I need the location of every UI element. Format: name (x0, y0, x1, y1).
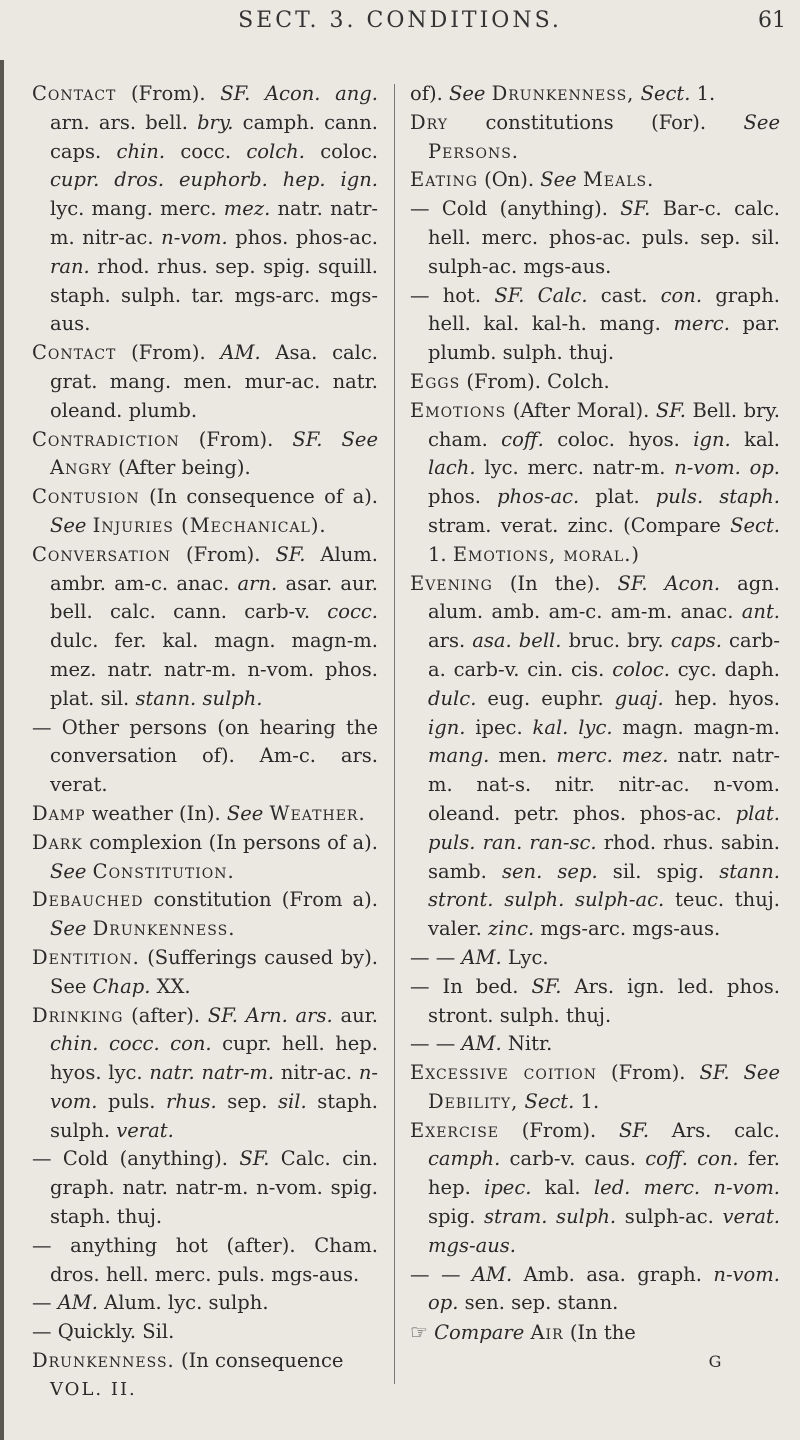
entry-text: — In bed. (410, 974, 532, 998)
italic-text: Sect. (640, 82, 691, 105)
index-entry (32, 800, 378, 829)
entry-text: (In the (563, 1321, 636, 1345)
entry-text: Lyc. (501, 945, 549, 969)
entry-text: asar. aur. bell. calc. cann. carb-v. (50, 571, 378, 624)
entry-text: ipec. (465, 715, 533, 739)
index-entry (410, 1117, 780, 1261)
entry-text: bruc. bry. (561, 629, 671, 653)
italic-text: merc. mez. (556, 744, 669, 768)
italic-text: ipec. (484, 1176, 532, 1200)
entry-heading: Constitution. (92, 859, 235, 883)
left-column (32, 80, 378, 1405)
entry-text: teuc. thuj. valer. (428, 888, 780, 941)
italic-text: n-vom. op. (428, 1262, 780, 1315)
signature-mark: G (708, 1352, 722, 1372)
column-rule (394, 84, 395, 1384)
italic-text: puls. staph. (655, 485, 780, 509)
italic-text: coff. (501, 427, 544, 451)
entry-text: (From). (171, 542, 276, 566)
entry-text: 1. (690, 82, 716, 105)
italic-text: cupr. dros. euphorb. hep. ign. (50, 168, 378, 192)
entry-text: kal. (531, 1176, 594, 1200)
entry-text: kal. (730, 427, 781, 451)
entry-text: (In the). (492, 571, 618, 595)
entry-heading: Dark (32, 830, 83, 854)
italic-text: asa. bell. (472, 629, 562, 653)
pointing-hand-icon: ☞ (410, 1320, 428, 1345)
italic-text: SF. (531, 974, 562, 998)
italic-text: sil. (278, 1089, 307, 1113)
entry-heading: Meals. (582, 168, 655, 192)
entry-heading: Emotions (410, 398, 507, 422)
entry-text: — Cold (anything). (410, 197, 621, 221)
entry-heading: Weather. (269, 801, 366, 825)
italic-text: Sect. (730, 513, 780, 537)
entry-text: rhod. rhus. sep. spig. squill. staph. sulph. tar. mgs-arc. mgs-aus. (50, 254, 378, 336)
italic-text: See (50, 513, 87, 537)
italic-text: SF. See (699, 1061, 780, 1085)
italic-text: mang. (428, 744, 490, 768)
entry-text: par. plumb. sulph. thuj. (428, 312, 781, 365)
entry-text: cocc. (165, 139, 247, 163)
index-entry (410, 109, 780, 167)
entry-text: Ars. ign. led. phos. stront. sulph. thuj. (428, 974, 781, 1027)
entry-text: Calc. cin. graph. natr. natr-m. n-vom. spig. staph. thuj. (50, 1147, 379, 1229)
entry-text: eug. euphr. (476, 686, 615, 710)
italic-text: AM. (57, 1291, 98, 1315)
entry-text: camph. cann. caps. (50, 110, 378, 163)
italic-text: verat. (116, 1118, 174, 1142)
entry-text: (On). (477, 168, 541, 192)
index-entry (32, 541, 378, 714)
entry-heading: Emotions, moral. (452, 542, 632, 566)
entry-text: Bell. bry. cham. (428, 398, 780, 451)
italic-text: led. merc. n-vom. (593, 1176, 781, 1200)
entry-text: rhod. rhus. sabin. samb. (428, 830, 780, 883)
entry-heading: Evening (410, 571, 493, 595)
entry-text: Alum. lyc. sulph. (97, 1291, 269, 1315)
italic-text: See (50, 917, 87, 941)
entry-text: Amb. asa. graph. (512, 1262, 714, 1286)
entry-text: — Cold (anything). (32, 1147, 240, 1171)
italic-text: chin. cocc. con. (50, 1032, 212, 1056)
index-entry (32, 1318, 378, 1347)
running-head: SECT. 3. CONDITIONS. (238, 8, 562, 33)
entry-text: — (32, 1291, 58, 1315)
italic-text: n-vom. (161, 225, 228, 249)
entry-text: carb-a. carb-v. cin. cis. (428, 629, 780, 681)
italic-text: mez. (223, 197, 271, 221)
entry-text: men. (489, 744, 557, 768)
entry-text: spig. (428, 1205, 484, 1229)
entry-text: 1. (428, 542, 453, 566)
italic-text: AM. (471, 1262, 513, 1286)
right-column (410, 80, 780, 1377)
entry-text: (From). (116, 82, 221, 105)
entry-text: (After being). (111, 456, 251, 480)
entry-text: constitutions (For). (448, 110, 744, 134)
entry-heading: Contradiction (32, 427, 180, 451)
entry-text: (From). Colch. (460, 369, 610, 393)
italic-text: ign. (693, 427, 731, 451)
entry-text: carb-v. caus. (500, 1147, 646, 1171)
italic-text: See (540, 168, 577, 192)
entry-heading: Contact (32, 82, 117, 105)
page-number: 61 (758, 8, 786, 33)
entry-text: coloc. hyos. (543, 427, 694, 451)
italic-text: SF. (275, 542, 306, 566)
index-entry (410, 1261, 780, 1319)
entry-text: hep. hyos. (663, 686, 780, 710)
italic-text: guaj. (614, 686, 664, 710)
italic-text: See (50, 859, 87, 883)
italic-text: Compare (434, 1321, 525, 1345)
italic-text: zinc. (488, 917, 535, 941)
entry-text: ) (631, 542, 640, 566)
index-entry (32, 1232, 378, 1290)
entry-text: graph. hell. kal. kal-h. mang. (428, 283, 780, 336)
index-entry (32, 1002, 378, 1146)
index-entry (32, 426, 378, 484)
index-entry (32, 886, 378, 944)
entry-text: (after). (123, 1003, 208, 1027)
entry-heading: Conversation (32, 542, 172, 566)
entry-heading: Drunkenness. (92, 917, 236, 941)
entry-text: Asa. calc. grat. mang. men. mur-ac. natr. oleand. plumb. (50, 341, 378, 422)
entry-text: weather (In). (85, 801, 227, 825)
entry-text: sulph-ac. (616, 1205, 723, 1229)
italic-text: SF. Acon. (617, 571, 721, 595)
italic-text: kal. lyc. (532, 715, 613, 739)
entry-text: natr. natr-m. nitr-ac. (50, 197, 379, 249)
italic-text: phos-ac. (497, 485, 580, 509)
italic-text: ant. (741, 600, 780, 624)
italic-text: SF. Acon. ang. (220, 82, 378, 105)
entry-heading: Contact (32, 341, 117, 365)
entry-text: — — (410, 945, 462, 969)
index-entry (410, 80, 780, 109)
entry-heading: Angry (50, 456, 112, 480)
entry-text: Ars. calc. (649, 1118, 780, 1142)
italic-text: SF. (618, 1118, 650, 1142)
italic-text: ign. (428, 715, 466, 739)
italic-text: SF. (620, 197, 651, 221)
entry-text: agn. alum. amb. am-c. am-m. anac. (428, 571, 780, 624)
italic-text: dulc. (428, 686, 477, 710)
index-entry (410, 973, 780, 1031)
italic-text: camph. (428, 1147, 501, 1171)
italic-text: Chap. (92, 974, 151, 998)
italic-text: See (226, 801, 264, 825)
page-gutter-shadow (0, 60, 4, 1440)
entry-text: coloc. (304, 139, 378, 163)
entry-text: (From). (597, 1061, 700, 1085)
entry-text: — — (410, 1032, 462, 1056)
index-entry (32, 339, 378, 425)
entry-text: dulc. fer. kal. magn. magn-m. mez. natr. natr-m. n-vom. phos. plat. sil. (50, 629, 378, 710)
italic-text: n-vom. op. (674, 456, 780, 480)
italic-text: See (448, 82, 486, 105)
italic-text: bry. (197, 110, 234, 134)
index-entry (410, 166, 780, 195)
entry-text: — — (410, 1262, 472, 1286)
index-entry (32, 1347, 378, 1376)
entry-text: (From). (116, 341, 221, 365)
entry-text: nitr-ac. (274, 1061, 359, 1085)
italic-text: AM. (461, 945, 502, 969)
italic-text: n-vom. (50, 1061, 379, 1113)
entry-text: plat. (579, 485, 656, 509)
entry-text: — hot. (410, 283, 495, 307)
italic-text: See (743, 110, 780, 134)
left-entries (32, 80, 378, 1376)
entry-text: of). (410, 82, 449, 105)
entry-heading: Persons. (428, 139, 519, 163)
italic-text: chin. (116, 139, 166, 163)
entry-text: Bar-c. calc. hell. merc. phos-ac. puls. sep. sil. sulph-ac. mgs-aus. (428, 197, 780, 278)
italic-text: lach. (428, 456, 476, 480)
entry-text: cast. (587, 283, 661, 307)
entry-heading: Drinking (32, 1003, 124, 1027)
entry-text: (After Moral). (506, 398, 656, 422)
entry-text: (From). (179, 427, 293, 451)
index-entry (32, 1289, 378, 1318)
entry-text: cyc. daph. (669, 657, 780, 681)
italic-text: SF. Calc. (494, 283, 588, 307)
right-entries (410, 80, 780, 1348)
italic-text: merc. (673, 312, 730, 336)
index-entry (32, 80, 378, 339)
entry-text: — anything hot (after). Cham. dros. hell. merc. puls. mgs-aus. (32, 1233, 378, 1286)
entry-text: natr. natr-m. nat-s. nitr. nitr-ac. n-vom. oleand. petr. phos. phos-ac. (428, 744, 780, 825)
entry-text: Alum. ambr. am-c. anac. (50, 542, 378, 595)
entry-text: magn. magn-m. (612, 715, 780, 739)
italic-text: AM. (461, 1032, 502, 1056)
italic-text: cocc. (327, 600, 378, 624)
index-entry (410, 397, 780, 570)
italic-text: ran. (50, 254, 90, 278)
italic-text: plat. puls. ran. ran-sc. (428, 801, 780, 854)
index-entry (410, 570, 780, 944)
italic-text: sen. sep. (501, 859, 598, 883)
entry-heading: Damp (32, 801, 86, 825)
entry-text: (Sufferings caused by). See (50, 945, 378, 998)
italic-text: SF. See (292, 427, 378, 451)
entry-text: phos. (428, 485, 498, 509)
index-entry (32, 944, 378, 1002)
italic-text: SF. Arn. ars. (207, 1003, 333, 1027)
italic-text: coff. con. (645, 1147, 739, 1171)
italic-text: Sect. (524, 1089, 575, 1113)
entry-text: Nitr. (501, 1032, 553, 1056)
index-entry (410, 1030, 780, 1059)
italic-text: coloc. (612, 657, 670, 681)
entry-heading: Exercise (410, 1118, 500, 1142)
entry-text: puls. (97, 1089, 167, 1113)
entry-heading: Drunkenness, (491, 82, 635, 105)
index-entry (410, 1318, 780, 1348)
italic-text: AM. (220, 341, 261, 365)
entry-heading: Air (530, 1321, 564, 1345)
entry-heading: Debility, (428, 1089, 519, 1113)
index-entry (410, 282, 780, 368)
index-entry (410, 944, 780, 973)
entry-heading: Injuries (Mechanical). (92, 513, 327, 537)
entry-text: cupr. hell. hep. hyos. lyc. (50, 1032, 378, 1085)
entry-text: — Quickly. Sil. (32, 1320, 175, 1344)
entry-text: phos. phos-ac. (227, 225, 378, 249)
italic-text: stann. stront. sulph. sulph-ac. (428, 859, 780, 912)
entry-text: 1. (574, 1089, 600, 1113)
italic-text: arn. (237, 571, 278, 595)
entry-heading: Debauched (32, 888, 144, 912)
italic-text: SF. (239, 1147, 270, 1171)
index-entry (410, 1059, 780, 1117)
entry-heading: Dry (410, 110, 448, 134)
entry-text: sil. spig. (597, 859, 720, 883)
entry-text: arn. ars. bell. (50, 110, 198, 134)
entry-text: — Other persons (on hearing the conversation of). Am-c. ars. verat. (32, 715, 378, 797)
italic-text: con. (660, 283, 703, 307)
entry-text: aur. (332, 1003, 379, 1027)
entry-text: (In consequence of a). (139, 485, 378, 509)
entry-heading: Excessive coition (410, 1061, 597, 1085)
italic-text: rhus. (166, 1089, 217, 1113)
entry-text: mgs-arc. mgs-aus. (534, 917, 721, 941)
italic-text: SF. (655, 398, 686, 422)
entry-heading: Eating (410, 168, 478, 192)
entry-text: (In consequence (174, 1349, 344, 1373)
italic-text: natr. natr-m. (149, 1061, 275, 1085)
index-entry (32, 1145, 378, 1231)
entry-text: complexion (In persons of a). (82, 830, 378, 854)
italic-text: colch. (246, 139, 305, 163)
entry-heading: Dentition. (32, 945, 140, 969)
volume-footer: VOL. II. (50, 1378, 137, 1400)
entry-text: sen. sep. stann. (458, 1291, 619, 1315)
index-entry (410, 368, 780, 397)
entry-text: sep. (216, 1089, 279, 1113)
entry-text: staph. sulph. (50, 1089, 378, 1142)
italic-text: verat. mgs-aus. (428, 1205, 780, 1257)
entry-text: constitution (From a). (143, 888, 378, 912)
italic-text: caps. (670, 629, 722, 653)
entry-text: fer. hep. (428, 1147, 780, 1200)
index-entry (32, 714, 378, 800)
entry-text: stram. verat. zinc. (Compare (428, 513, 731, 537)
index-entry (410, 195, 780, 281)
entry-text: ars. (428, 629, 473, 653)
index-entry (32, 829, 378, 887)
entry-heading: Contusion (32, 485, 140, 509)
italic-text: stann. sulph. (135, 686, 263, 710)
italic-text: stram. sulph. (484, 1205, 617, 1229)
entry-heading: Drunkenness. (32, 1349, 175, 1373)
entry-heading: Eggs (410, 369, 461, 393)
entry-text: (From). (499, 1118, 619, 1142)
entry-text: XX. (150, 974, 191, 998)
entry-text: lyc. merc. natr-m. (475, 456, 675, 480)
index-entry (32, 483, 378, 541)
entry-text: lyc. mang. merc. (50, 197, 224, 221)
